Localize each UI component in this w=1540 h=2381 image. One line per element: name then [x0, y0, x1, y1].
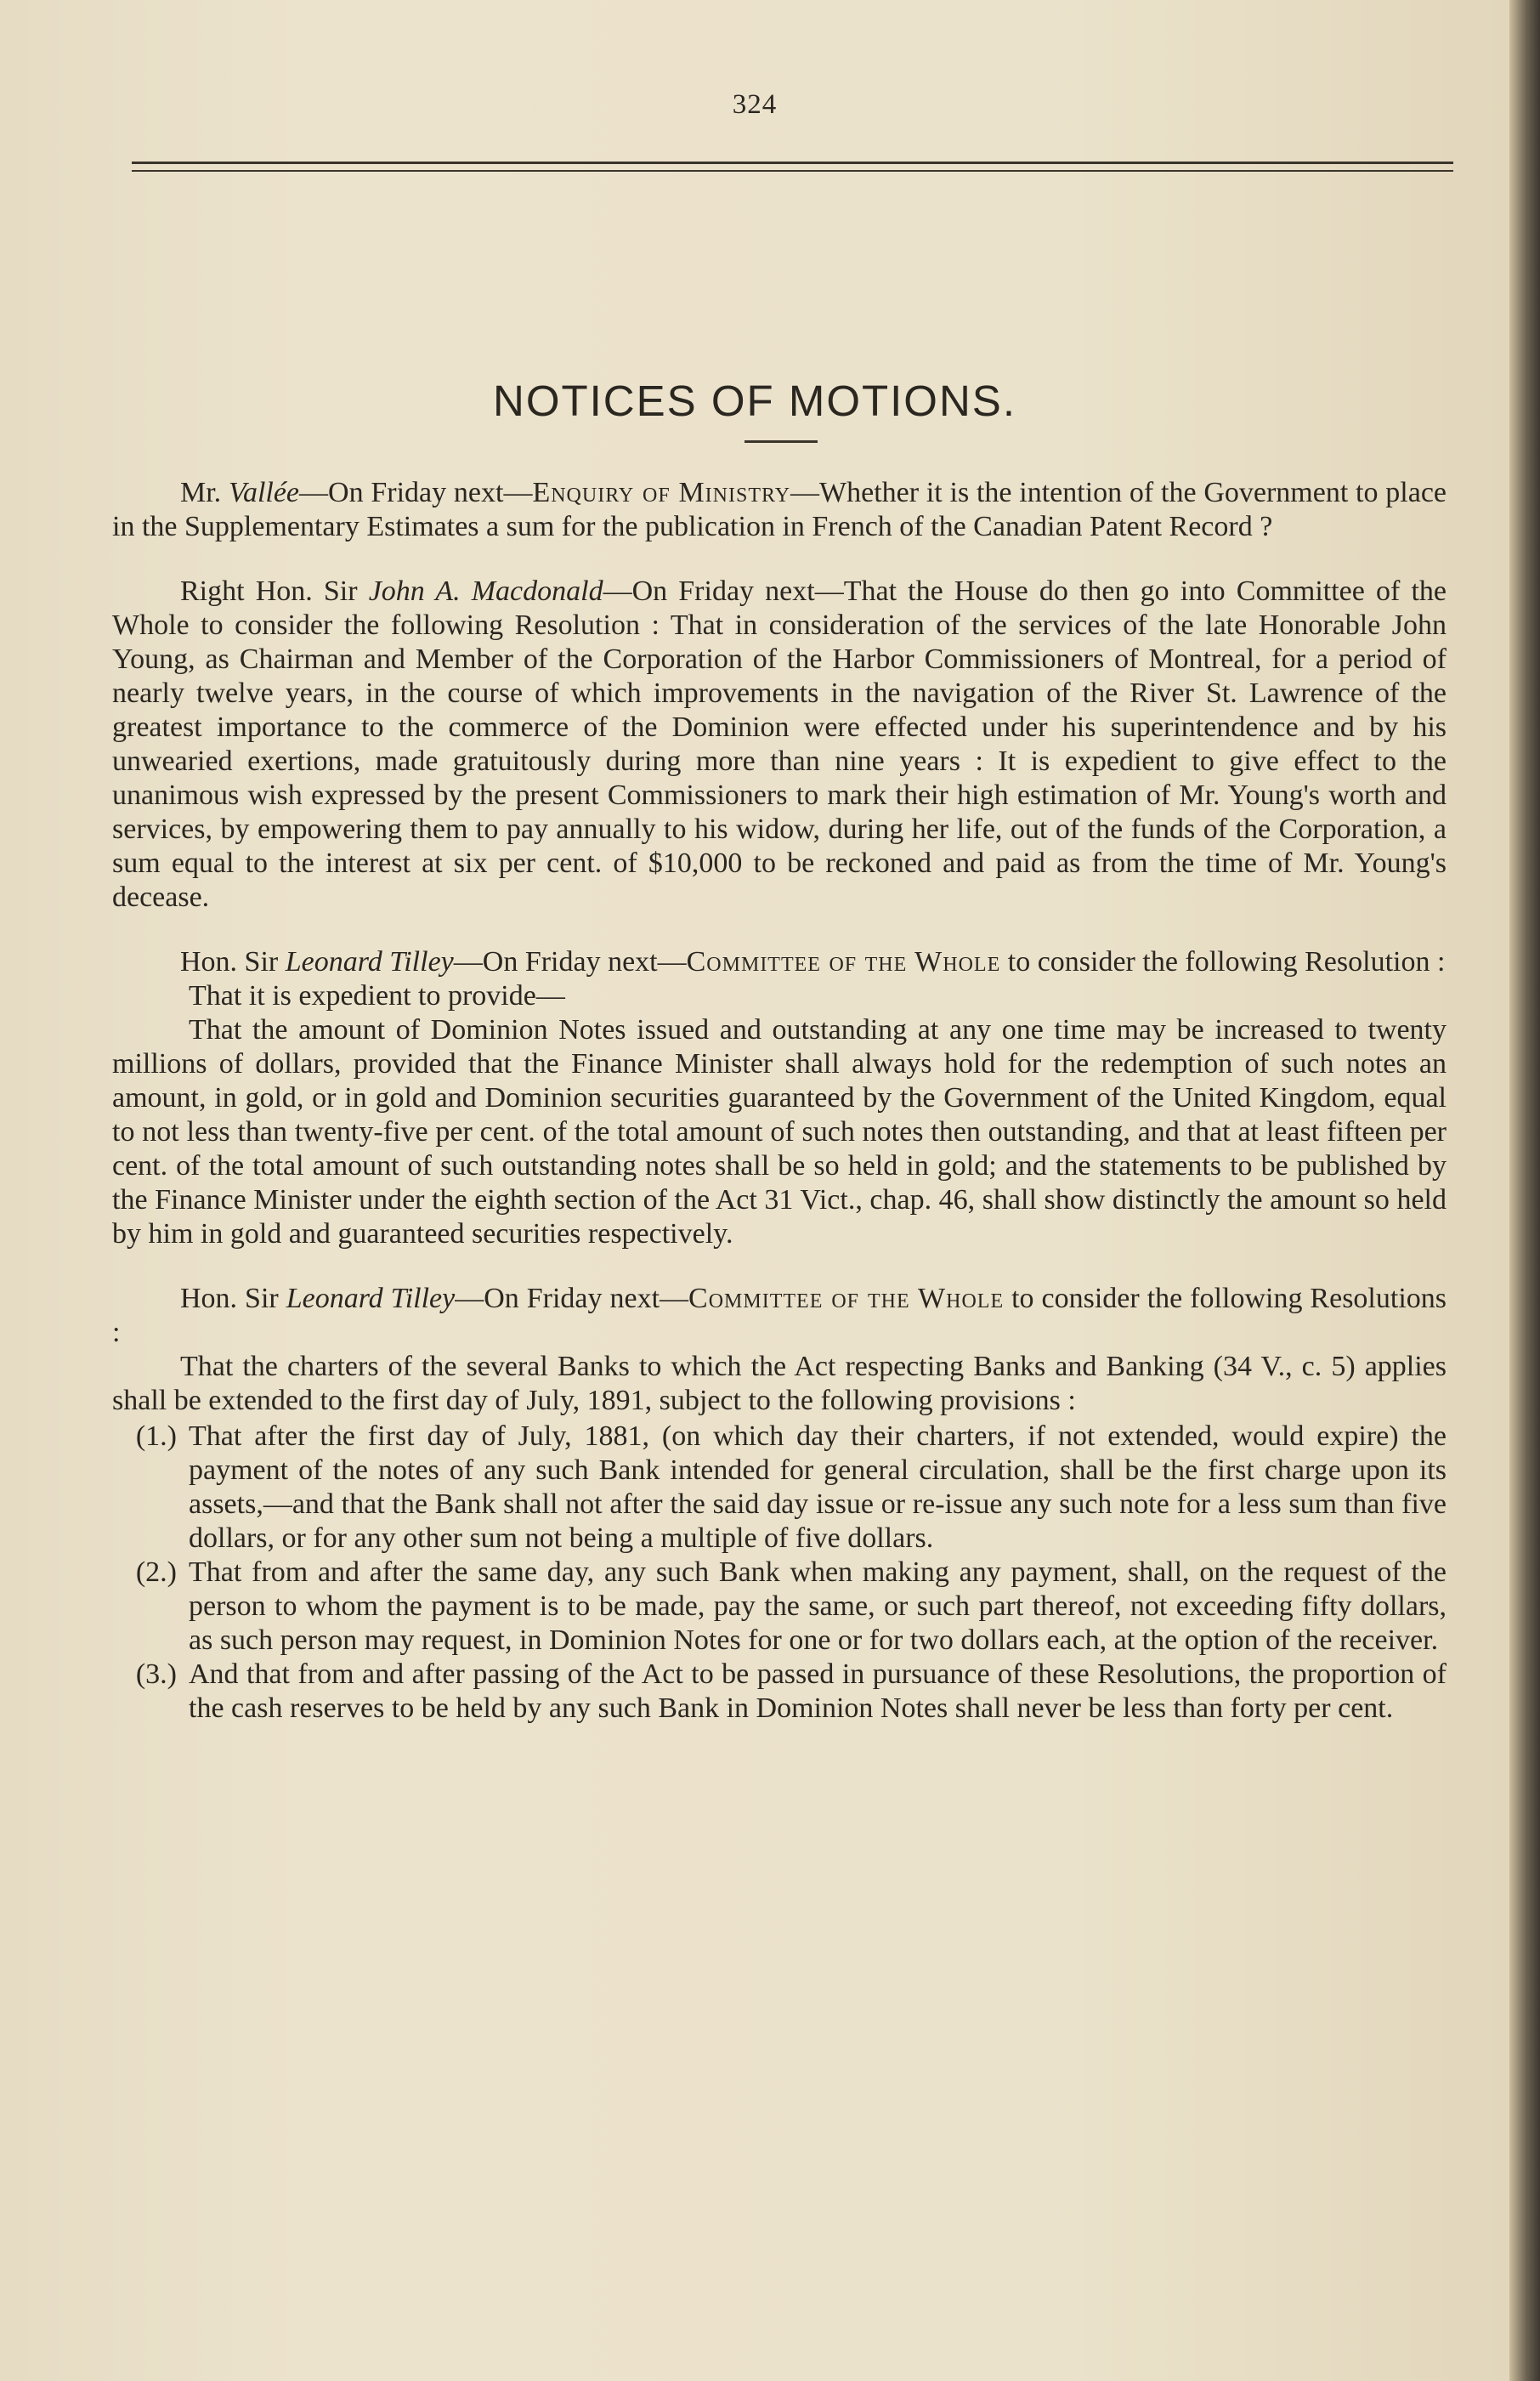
motion-paragraph [112, 476, 1447, 544]
motion-day: —On Friday next— [453, 946, 687, 978]
provisions-list [112, 1420, 1447, 1726]
motion-subject: Committee of the Whole [688, 1283, 1005, 1314]
provision-text: That after the first day of July, 1881, (on which day their charters, if not extended, would expire) the payment of the notes of any such Bank intended for general circulation, shall be the first charge upon its assets,—and that the Bank shall not after the said day issue or re-issue any such note for a less sum than five dollars, or for any other sum not being a multiple of five dollars. [189, 1420, 1447, 1554]
motion-body: —Whether it is the intention of the Government to place in the Supplementary Estimates a sum for the publication in French of the Canadian Patent Record ? [112, 477, 1447, 542]
page-number: 324 [732, 89, 778, 120]
provision-item [112, 1658, 1447, 1726]
motion-item [112, 476, 1447, 544]
motion-day: —On Friday next— [299, 477, 533, 508]
motions-list [112, 476, 1447, 1726]
member-name: Leonard Tilley [286, 1283, 456, 1314]
motion-item [112, 575, 1447, 915]
motion-paragraph [112, 575, 1447, 915]
member-prefix: Mr. [180, 477, 229, 508]
member-name: Vallée [228, 477, 300, 508]
motion-body: to consider the following Resolution : [1000, 946, 1446, 978]
provision-number: (3.) [135, 1658, 177, 1690]
book-spine-edge [1509, 0, 1540, 2381]
member-name: John A. Macdonald [368, 575, 603, 607]
motion-day: —On Friday next— [603, 575, 844, 607]
motion-item [112, 1282, 1447, 1726]
header-rule-bottom [132, 170, 1453, 172]
motion-subject: Enquiry of Ministry [532, 477, 791, 508]
provision-text: That from and after the same day, any such Bank when making any payment, shall, on the request of the person to whom the payment is to be made, pay the same, or such part thereof, not exceeding fifty dollars, as such person may request, in Dominion Notes for one or for two dollars each, at the option of the receiver. [189, 1556, 1447, 1656]
member-name: Leonard Tilley [285, 946, 454, 978]
member-prefix: Hon. Sir [180, 1283, 286, 1314]
motion-body: That the House do then go into Committee of the Whole to consider the following Resolution : That in consideration of the services of the late Honorable John Young, as Chairman and Member of the Corporation of the Harbor Commissioners of Montreal, for a period of nearly twelve years, in the course of which improvements in the navigation of the River St. Lawrence of the greatest importance to the commerce of the Dominion were effected under his superintendence and by his unwearied exertions, made gratuitously during more than nine years : It is expedient to give effect to the unanimous wish expressed by the present Commissioners to mark their high estimation of Mr. Young's worth and services, by empowering them to pay annually to his widow, during her life, out of the funds of the Corporation, a sum equal to the interest at six per cent. of $10,000 to be reckoned and paid as from the time of Mr. Young's decease. [112, 575, 1447, 913]
member-prefix: Hon. Sir [180, 946, 286, 978]
motion-paragraph [112, 945, 1447, 979]
provision-number: (2.) [135, 1556, 177, 1588]
provision-item [112, 1420, 1447, 1556]
motion-paragraph [112, 1282, 1447, 1350]
motion-lead: That the charters of the several Banks to which the Act respecting Banks and Banking (34 V., c. 5) applies shall be extended to the first day of July, 1891, subject to the following provisions : [112, 1351, 1447, 1416]
motion-lead: That it is expedient to provide— [189, 980, 565, 1012]
page-title: NOTICES OF MOTIONS. [492, 377, 1016, 426]
motion-subject: Committee of the Whole [686, 946, 1001, 978]
title-divider [745, 440, 818, 443]
motion-body: to consider the following Resolutions : [112, 1283, 1447, 1348]
provision-number: (1.) [135, 1420, 177, 1452]
motion-resolution-text: That the amount of Dominion Notes issued and outstanding at any one time may be increased to twenty millions of dollars, provided that the Finance Minister shall always hold for the redemption of such notes an amount, in gold, or in gold and Dominion securities guaranteed by the Government of the United Kingdom, equal to not less than twenty-five per cent. of the total amount of such notes then outstanding, and that at least fifteen per cent. of the total amount of such outstanding notes shall be so held in gold; and the statements to be published by the Finance Minister under the eighth section of the Act 31 Vict., chap. 46, shall show distinctly the amount so held by him in gold and guaranteed securities respectively. [112, 1014, 1447, 1250]
provision-text: And that from and after passing of the Act to be passed in pursuance of these Resolutions, the proportion of the cash reserves to be held by any such Bank in Dominion Notes shall never be less than forty per cent. [189, 1658, 1447, 1724]
motion-item [112, 945, 1447, 1251]
provision-item [112, 1556, 1447, 1658]
header-rule-top [132, 162, 1453, 164]
member-prefix: Right Hon. Sir [180, 575, 369, 607]
motion-day: —On Friday next— [455, 1283, 689, 1314]
